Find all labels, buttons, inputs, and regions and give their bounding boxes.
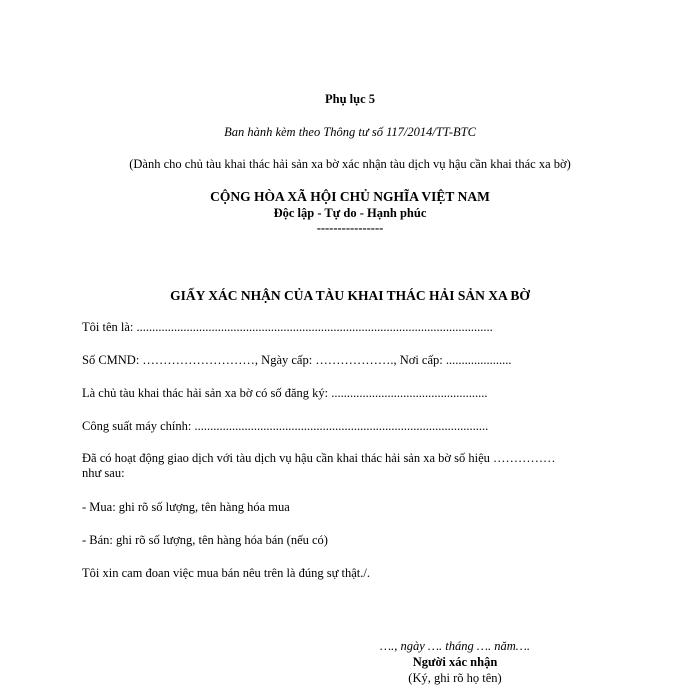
appendix-label: Phụ lục 5	[324, 92, 375, 106]
signature-instruction: (Ký, ghi rõ họ tên)	[408, 671, 502, 685]
owner-registration-line: Là chủ tàu khai thác hải sản xa bờ có số đăng ký: ..................................................	[82, 386, 488, 400]
trade-line-2: như sau:	[82, 466, 125, 480]
signer-role: Người xác nhận	[412, 655, 498, 669]
for-whom-note: (Dành cho chủ tàu khai thác hải sản xa bờ xác nhận tàu dịch vụ hậu cần khai thác xa bờ)	[129, 157, 571, 171]
sell-line: - Bán: ghi rõ số lượng, tên hàng hóa bán (nếu có)	[82, 533, 328, 547]
motto-divider: ----------------	[316, 221, 384, 235]
engine-power-line: Công suất máy chính: ..............................................................................................	[82, 419, 489, 433]
id-card-line: Số CMND: ………………………, Ngày cấp: ………………., Nơi cấp: .....................	[82, 353, 512, 367]
national-motto: Độc lập - Tự do - Hạnh phúc	[273, 206, 427, 220]
commitment-line: Tôi xin cam đoan việc mua bán nêu trên là đúng sự thật./.	[82, 566, 370, 580]
trade-line-1: Đã có hoạt động giao dịch với tàu dịch vụ hậu cần khai thác hải sản xa bờ số hiệu ……………	[82, 451, 556, 465]
document-title: GIẤY XÁC NHẬN CỦA TÀU KHAI THÁC HẢI SẢN XA BỜ	[170, 288, 530, 303]
buy-line: - Mua: ghi rõ số lượng, tên hàng hóa mua	[82, 500, 290, 514]
name-line: Tôi tên là: ..................................................................................................................	[82, 320, 493, 334]
signature-date-line: …., ngày …. tháng …. năm….	[379, 639, 530, 653]
issued-with-text: Ban hành kèm theo Thông tư số 117/2014/TT-BTC	[224, 125, 476, 139]
country-name: CỘNG HÒA XÃ HỘI CHỦ NGHĨA VIỆT NAM	[210, 189, 490, 204]
